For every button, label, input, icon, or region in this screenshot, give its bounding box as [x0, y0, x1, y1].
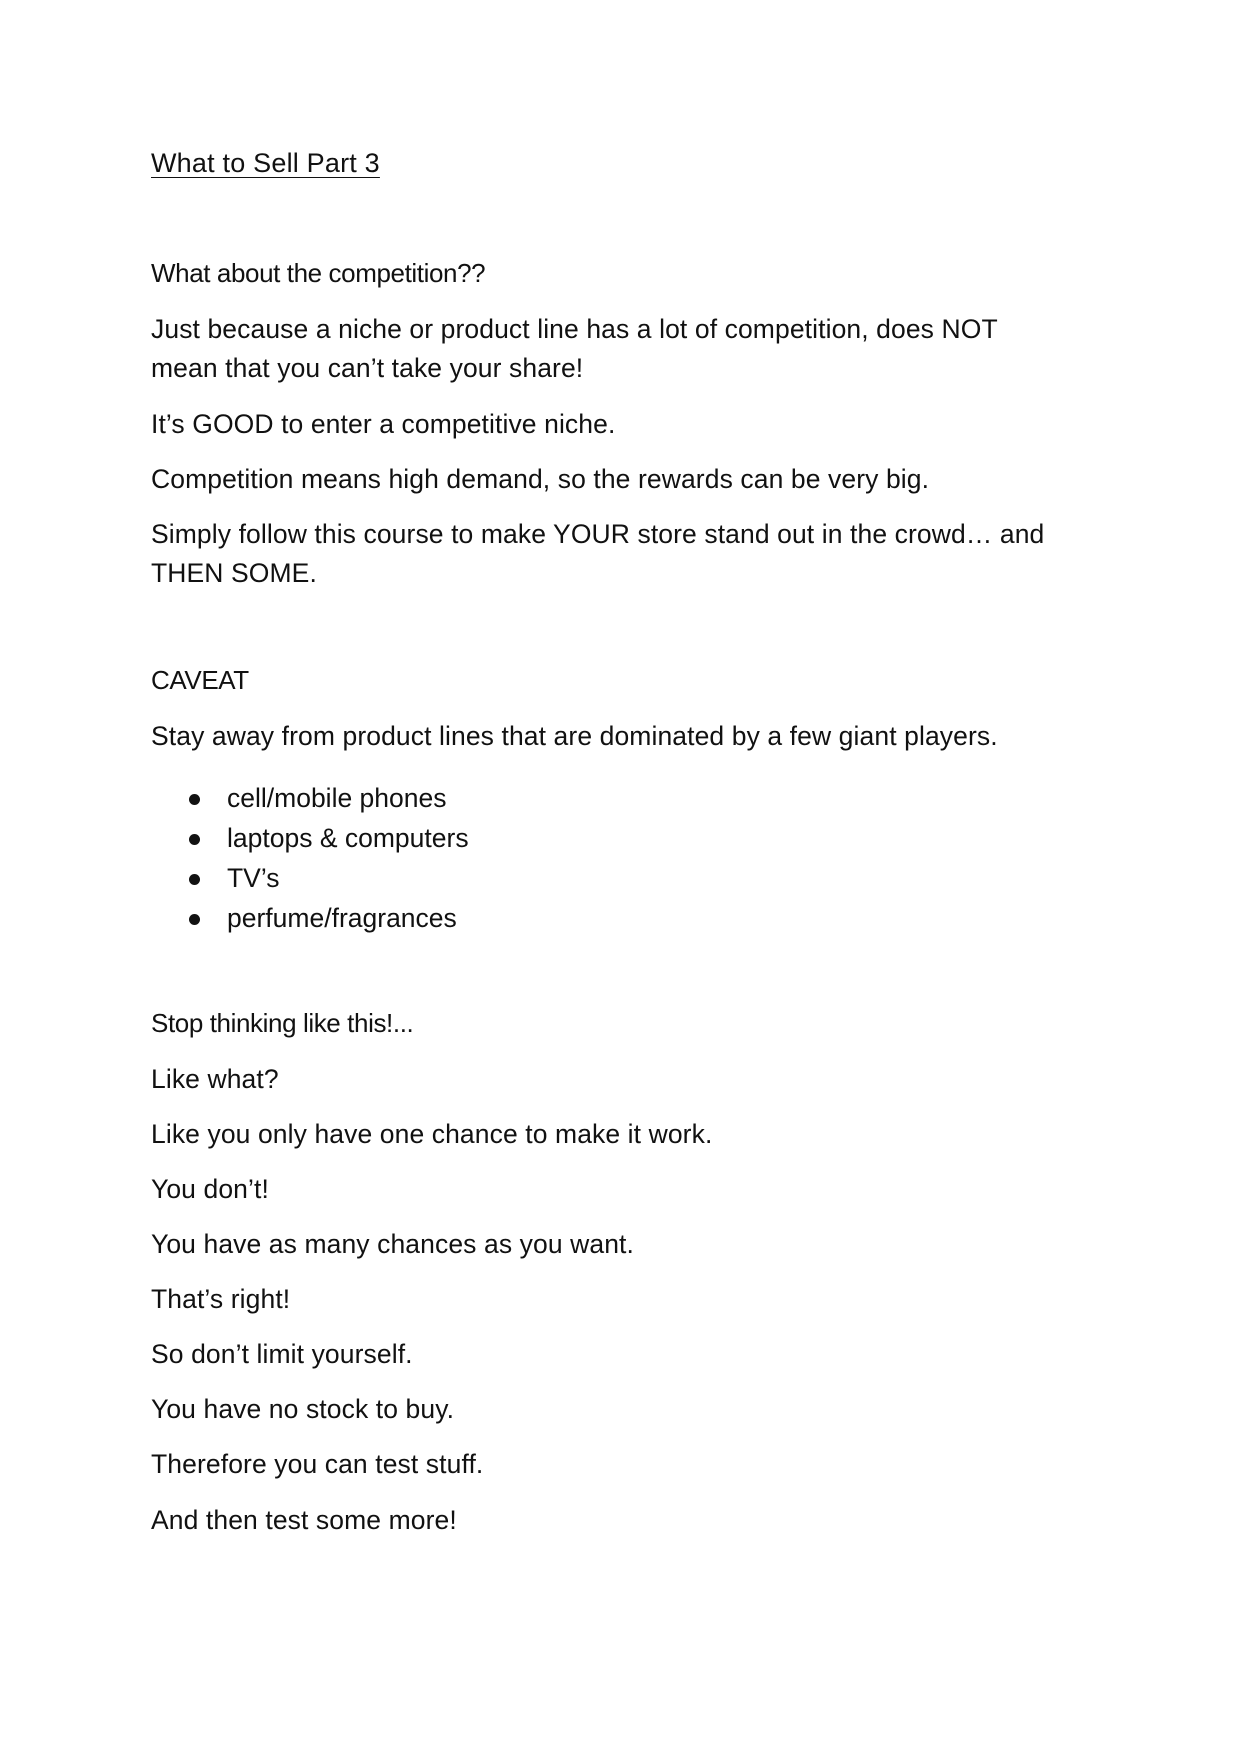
list-item-text: laptops & computers: [227, 823, 469, 853]
list-item: [189, 858, 469, 898]
paragraph: Just because a niche or product line has a lot of competition, does NOT mean that you can’t take your share!: [151, 314, 998, 383]
paragraph: Simply follow this course to make YOUR store stand out in the crowd… and THEN SOME.: [151, 519, 1045, 588]
paragraph: Like you only have one chance to make it work.: [151, 1119, 713, 1149]
paragraph: That’s right!: [151, 1284, 291, 1314]
bullet-icon: [189, 794, 200, 805]
paragraph: You have as many chances as you want.: [151, 1229, 634, 1259]
bullet-icon: [189, 834, 200, 845]
paragraph: Like what?: [151, 1064, 279, 1094]
paragraph: Competition means high demand, so the rewards can be very big.: [151, 464, 930, 494]
list-item: [189, 778, 469, 818]
paragraph: You have no stock to buy.: [151, 1394, 455, 1424]
bullet-list: [189, 778, 469, 938]
document-title: What to Sell Part 3: [151, 148, 380, 178]
section-heading-competition: What about the competition??: [151, 258, 486, 288]
paragraph: Therefore you can test stuff.: [151, 1449, 484, 1479]
paragraph: And then test some more!: [151, 1505, 457, 1535]
bullet-icon: [189, 914, 200, 925]
list-item: [189, 818, 469, 858]
bullet-icon: [189, 874, 200, 885]
paragraph: It’s GOOD to enter a competitive niche.: [151, 409, 616, 439]
list-item-text: perfume/fragrances: [227, 903, 457, 933]
section-heading-caveat: CAVEAT: [151, 665, 249, 695]
list-item-text: cell/mobile phones: [227, 783, 447, 813]
paragraph: You don’t!: [151, 1174, 269, 1204]
list-item: [189, 898, 469, 938]
paragraph: So don’t limit yourself.: [151, 1339, 413, 1369]
paragraph: Stay away from product lines that are dominated by a few giant players.: [151, 721, 998, 751]
list-item-text: TV’s: [227, 863, 280, 893]
section-heading-stop-thinking: Stop thinking like this!...: [151, 1008, 414, 1038]
